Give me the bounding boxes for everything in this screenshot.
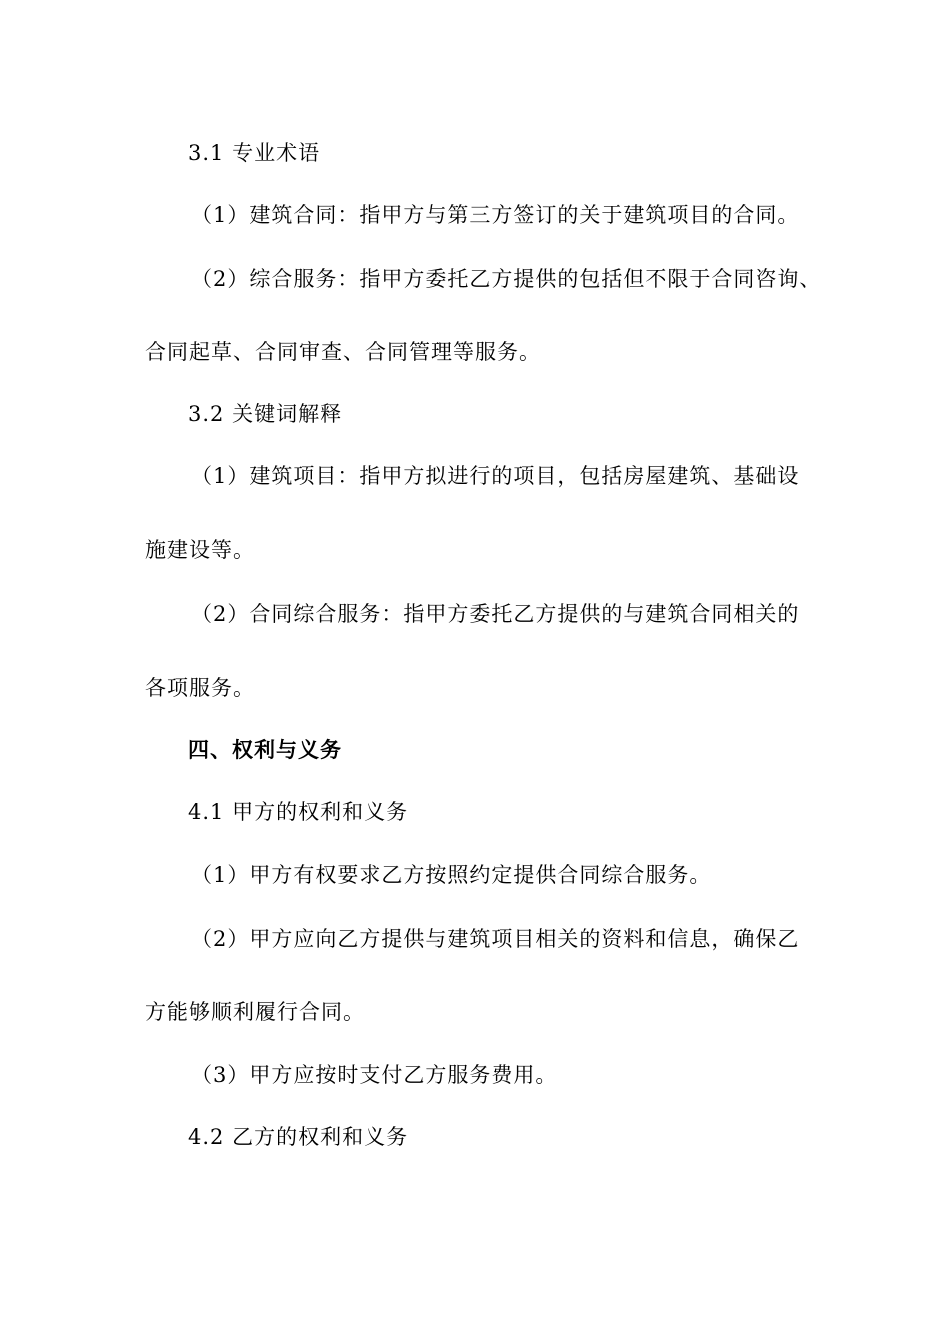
section-3-1-item-1: （1）建筑合同：指甲方与第三方签订的关于建筑项目的合同。 bbox=[191, 203, 800, 227]
section-4-1-item-2-line-1: （2）甲方应向乙方提供与建筑项目相关的资料和信息，确保乙 bbox=[191, 927, 800, 951]
section-3-1-item-2-line-1: （2）综合服务：指甲方委托乙方提供的包括但不限于合同咨询、 bbox=[191, 267, 822, 291]
section-4-1-item-1: （1）甲方有权要求乙方按照约定提供合同综合服务。 bbox=[191, 863, 712, 887]
section-3-2-item-2-line-2: 各项服务。 bbox=[145, 676, 255, 700]
section-3-1-item-2-line-2: 合同起草、合同审查、合同管理等服务。 bbox=[145, 340, 541, 364]
section-3-2-item-2-line-1: （2）合同综合服务：指甲方委托乙方提供的与建筑合同相关的 bbox=[191, 602, 800, 626]
section-3-1-title: 3.1 专业术语 bbox=[188, 141, 321, 165]
section-3-2-item-1-line-1: （1）建筑项目：指甲方拟进行的项目，包括房屋建筑、基础设 bbox=[191, 464, 800, 488]
section-3-2-title: 3.2 关键词解释 bbox=[188, 402, 343, 426]
section-3-2-item-1-line-2: 施建设等。 bbox=[145, 538, 255, 562]
chapter-4-heading: 四、权利与义务 bbox=[188, 738, 342, 762]
section-4-1-item-3: （3）甲方应按时支付乙方服务费用。 bbox=[191, 1063, 558, 1087]
section-4-1-title: 4.1 甲方的权利和义务 bbox=[188, 800, 409, 824]
section-4-2-title: 4.2 乙方的权利和义务 bbox=[188, 1125, 409, 1149]
section-4-1-item-2-line-2: 方能够顺利履行合同。 bbox=[145, 1000, 365, 1024]
